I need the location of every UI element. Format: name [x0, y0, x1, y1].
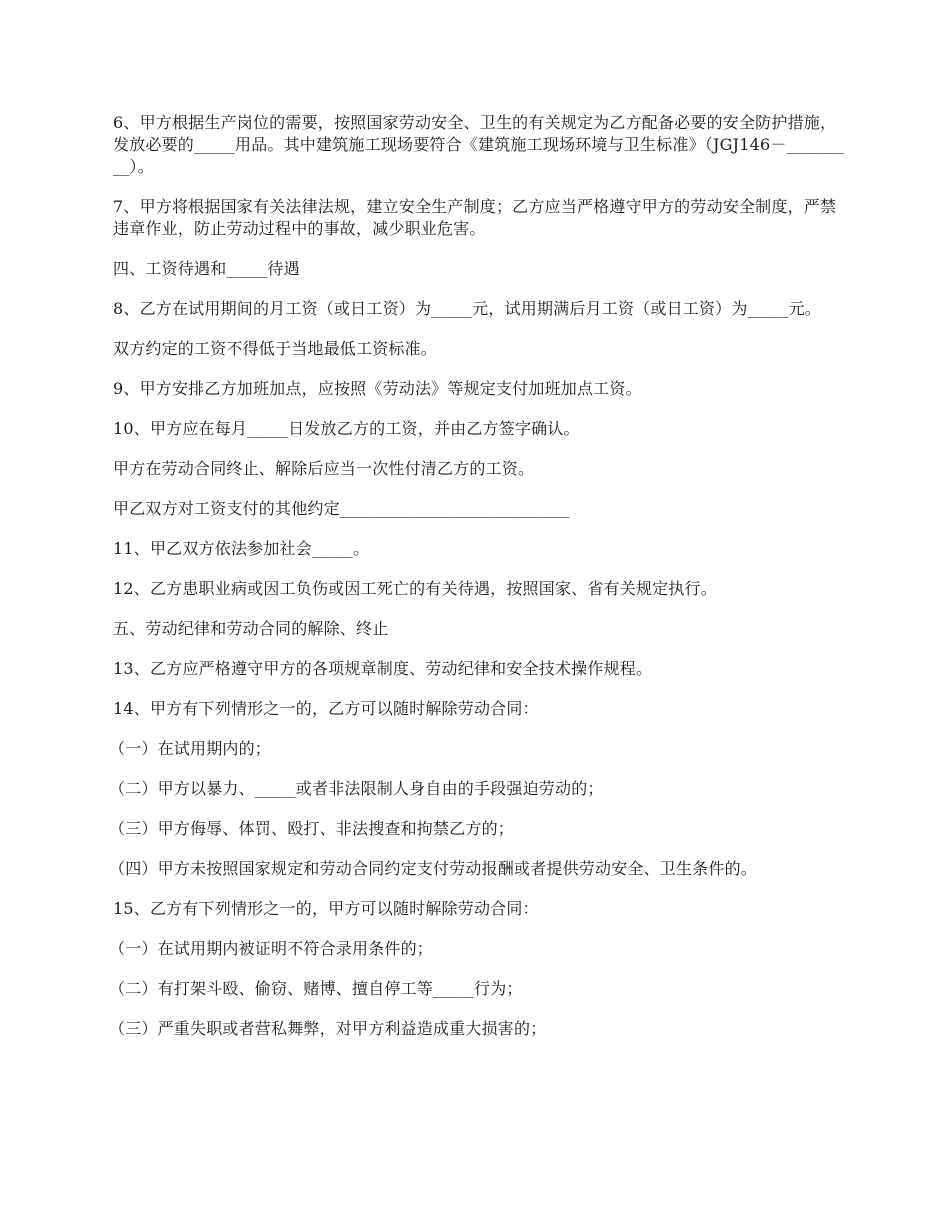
- clause-9: 9、甲方安排乙方加班加点，应按照《劳动法》等规定支付加班加点工资。: [113, 379, 642, 398]
- clause-15: 15、乙方有下列情形之一的，甲方可以随时解除劳动合同：: [113, 899, 539, 918]
- clause-14-item-2: （二）甲方以暴力、_____或者非法限制人身自由的手段强迫劳动的；: [109, 779, 604, 798]
- section-heading-4: 四、工资待遇和_____待遇: [113, 259, 300, 278]
- clause-8: 8、乙方在试用期间的月工资（或日工资）为_____元，试用期满后月工资（或日工资）为_____元。: [113, 299, 821, 318]
- clause-15-item-2: （二）有打架斗殴、偷窃、赌博、擅自停工等_____行为；: [109, 979, 523, 998]
- document-body: [109, 112, 848, 1058]
- clause-6: 6、甲方根据生产岗位的需要，按照国家劳动安全、卫生的有关规定为乙方配备必要的安全防护措施，发放必要的_____用品。其中建筑施工现场要符合《建筑施工现场环境与卫生标准》（JGJ146－_________）。: [113, 113, 844, 176]
- clause-7: 7、甲方将根据国家有关法律法规，建立安全生产制度；乙方应当严格遵守甲方的劳动安全制度，严禁违章作业，防止劳动过程中的事故，减少职业危害。: [113, 197, 837, 238]
- wage-minimum-note: 双方约定的工资不得低于当地最低工资标准。: [113, 339, 438, 358]
- wage-settlement-note: 甲方在劳动合同终止、解除后应当一次性付清乙方的工资。: [113, 459, 535, 478]
- clause-12: 12、乙方患职业病或因工负伤或因工死亡的有关待遇，按照国家、省有关规定执行。: [113, 579, 717, 598]
- wage-other-agreement: 甲乙双方对工资支付的其他约定____________________________: [113, 499, 570, 518]
- clause-13: 13、乙方应严格遵守甲方的各项规章制度、劳动纪律和安全技术操作规程。: [113, 659, 653, 678]
- clause-11: 11、甲乙双方依法参加社会_____。: [113, 539, 370, 558]
- clause-14: 14、甲方有下列情形之一的，乙方可以随时解除劳动合同：: [113, 699, 539, 718]
- clause-15-item-3: （三）严重失职或者营私舞弊，对甲方利益造成重大损害的；: [109, 1019, 547, 1038]
- clause-14-item-4: （四）甲方未按照国家规定和劳动合同约定支付劳动报酬或者提供劳动安全、卫生条件的。: [109, 859, 758, 878]
- section-heading-5: 五、劳动纪律和劳动合同的解除、终止: [113, 619, 389, 638]
- clause-14-item-3: （三）甲方侮辱、体罚、殴打、非法搜查和拘禁乙方的；: [109, 819, 515, 838]
- clause-10: 10、甲方应在每月_____日发放乙方的工资，并由乙方签字确认。: [113, 419, 580, 438]
- clause-14-item-1: （一）在试用期内的；: [109, 739, 272, 758]
- clause-15-item-1: （一）在试用期内被证明不符合录用条件的；: [109, 939, 434, 958]
